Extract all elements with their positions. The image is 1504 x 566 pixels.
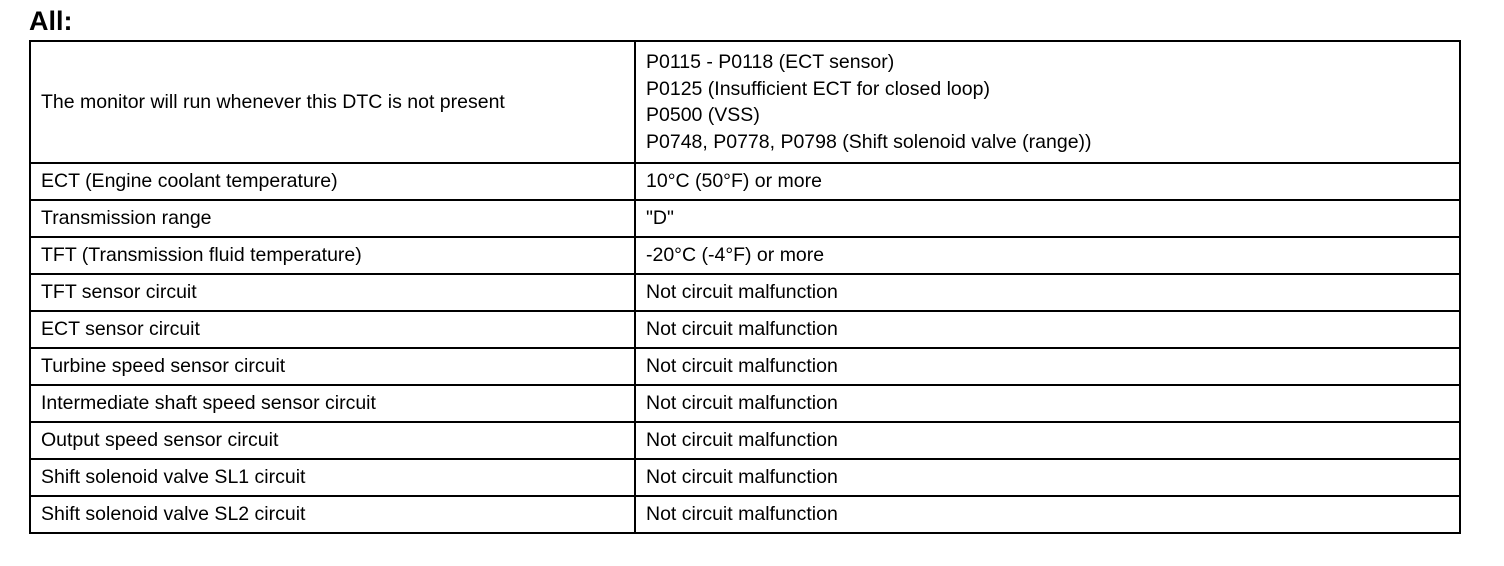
section-heading: All: bbox=[29, 6, 73, 36]
condition-value-cell: Not circuit malfunction bbox=[635, 348, 1460, 385]
monitor-conditions-table bbox=[29, 40, 1461, 534]
condition-label-cell: TFT (Transmission fluid temperature) bbox=[30, 237, 635, 274]
condition-value-cell: 10°C (50°F) or more bbox=[635, 163, 1460, 200]
condition-label-cell: Intermediate shaft speed sensor circuit bbox=[30, 385, 635, 422]
dtc-list-cell bbox=[635, 41, 1460, 163]
condition-value-cell: Not circuit malfunction bbox=[635, 459, 1460, 496]
table-row bbox=[30, 422, 1460, 459]
condition-value-cell: Not circuit malfunction bbox=[635, 274, 1460, 311]
condition-label-cell: Turbine speed sensor circuit bbox=[30, 348, 635, 385]
condition-value-cell: Not circuit malfunction bbox=[635, 422, 1460, 459]
condition-value-cell: "D" bbox=[635, 200, 1460, 237]
condition-label-cell: Output speed sensor circuit bbox=[30, 422, 635, 459]
dtc-line: P0115 - P0118 (ECT sensor) bbox=[646, 51, 895, 73]
table-row bbox=[30, 163, 1460, 200]
table-row bbox=[30, 237, 1460, 274]
table-row bbox=[30, 348, 1460, 385]
condition-label-cell: Shift solenoid valve SL1 circuit bbox=[30, 459, 635, 496]
table-row bbox=[30, 311, 1460, 348]
condition-value-cell: Not circuit malfunction bbox=[635, 496, 1460, 533]
condition-label-cell: TFT sensor circuit bbox=[30, 274, 635, 311]
table-row bbox=[30, 496, 1460, 533]
dtc-line: P0748, P0778, P0798 (Shift solenoid valve (range)) bbox=[646, 130, 1092, 153]
table-row bbox=[30, 41, 1460, 163]
table-row bbox=[30, 459, 1460, 496]
condition-value-cell: -20°C (-4°F) or more bbox=[635, 237, 1460, 274]
condition-value-cell: Not circuit malfunction bbox=[635, 311, 1460, 348]
dtc-line: P0125 (Insufficient ECT for closed loop) bbox=[646, 77, 990, 100]
condition-label-cell: ECT sensor circuit bbox=[30, 311, 635, 348]
table-row bbox=[30, 385, 1460, 422]
table-row bbox=[30, 200, 1460, 237]
condition-value-cell: Not circuit malfunction bbox=[635, 385, 1460, 422]
condition-label-cell: ECT (Engine coolant temperature) bbox=[30, 163, 635, 200]
condition-label-cell: Shift solenoid valve SL2 circuit bbox=[30, 496, 635, 533]
condition-label-cell: The monitor will run whenever this DTC is not present bbox=[30, 41, 635, 163]
table-row bbox=[30, 274, 1460, 311]
dtc-line: P0500 (VSS) bbox=[646, 104, 760, 126]
condition-label-cell: Transmission range bbox=[30, 200, 635, 237]
